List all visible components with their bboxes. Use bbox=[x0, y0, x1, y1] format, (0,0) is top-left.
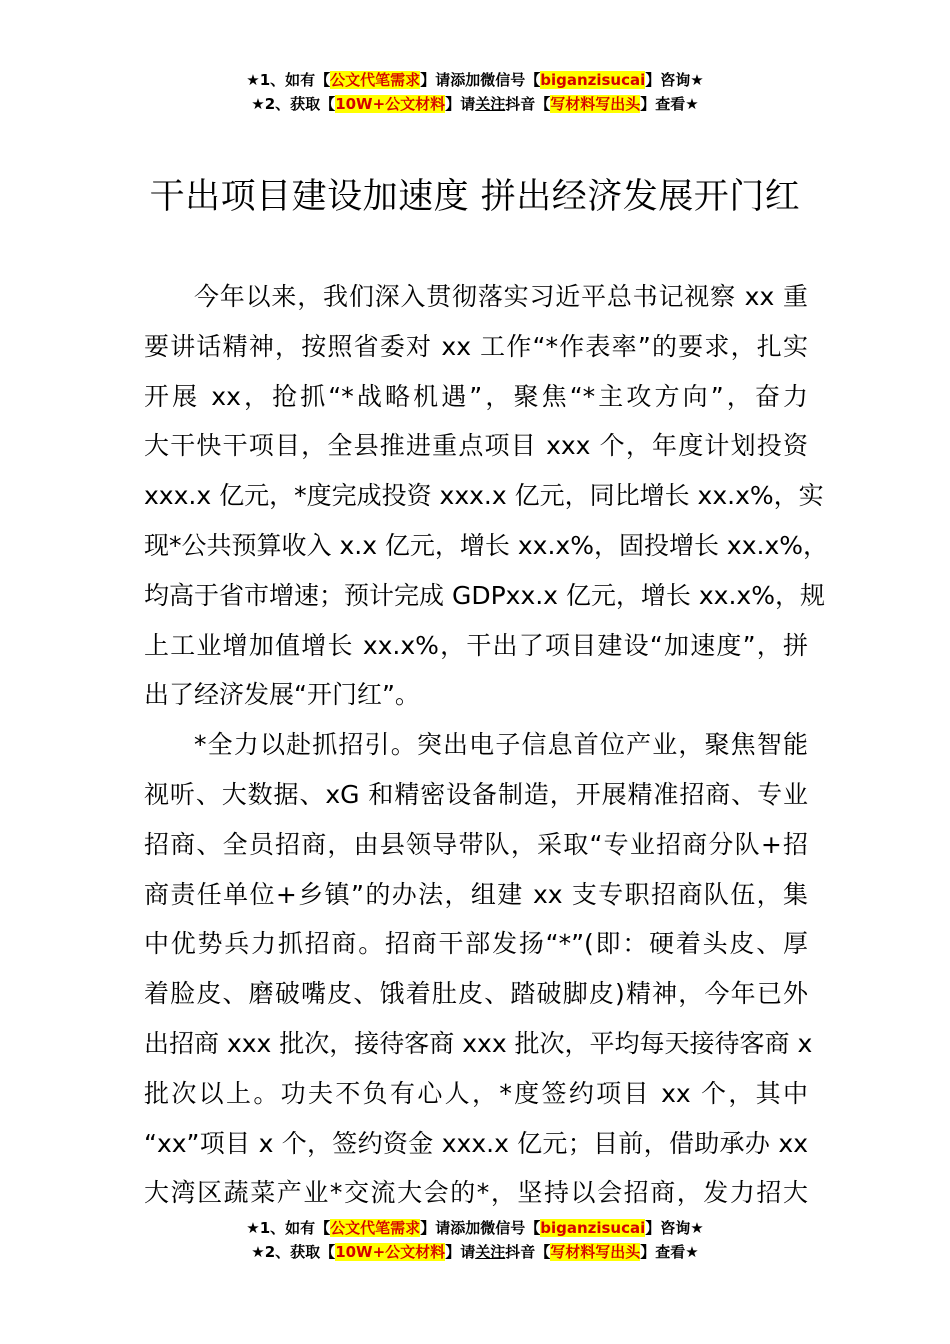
banner-text: ★1、如有【 bbox=[246, 71, 331, 89]
header-banner bbox=[0, 68, 950, 116]
banner-highlight-douyin: 写材料写出头 bbox=[550, 95, 641, 113]
text-line: 现*公共预算收入 x.x 亿元，增长 xx.x%，固投增长 xx.x%， bbox=[144, 530, 828, 560]
banner-text: 】请添加微信号【 bbox=[420, 1219, 541, 1237]
text-line: 出了经济发展“开门红”。 bbox=[144, 680, 420, 710]
banner-text: ★1、如有【 bbox=[246, 1219, 331, 1237]
banner-highlight: 10W+公文材料 bbox=[335, 1243, 446, 1261]
banner-text: 抖音【 bbox=[505, 1243, 551, 1261]
text-line: xxx.x 亿元，*度完成投资 xxx.x 亿元，同比增长 xx.x%，实 bbox=[144, 481, 824, 511]
banner-line-1 bbox=[0, 68, 950, 92]
text-line: 批次以上。功夫不负有心人，*度签约项目 xx 个，其中 bbox=[144, 1078, 808, 1108]
banner-highlight: 10W+公文材料 bbox=[335, 95, 446, 113]
text-line: 大干快干项目，全县推进重点项目 xxx 个，年度计划投资 bbox=[144, 431, 808, 461]
banner-line-1 bbox=[0, 1216, 950, 1240]
banner-text: 】查看★ bbox=[640, 1243, 699, 1261]
text-line: 招商、全员招商，由县领导带队，采取“专业招商分队+招 bbox=[144, 829, 808, 859]
text-line: 视听、大数据、xG 和精密设备制造，开展精准招商、专业 bbox=[144, 779, 808, 809]
banner-text: 抖音【 bbox=[505, 95, 551, 113]
banner-highlight-wechat-id: biganzisucai bbox=[540, 1219, 646, 1237]
banner-text: 】请添加微信号【 bbox=[420, 71, 541, 89]
banner-text: 】请 bbox=[445, 95, 476, 113]
banner-highlight-wechat-id: biganzisucai bbox=[540, 71, 646, 89]
text-line: 开展 xx，抢抓“*战略机遇”，聚焦“*主攻方向”，奋力 bbox=[144, 381, 808, 411]
banner-highlight: 公文代笔需求 bbox=[330, 1219, 421, 1237]
banner-line-2 bbox=[0, 92, 950, 116]
text-line: 要讲话精神，按照省委对 xx 工作“*作表率”的要求，扎实 bbox=[144, 331, 808, 361]
banner-text: ★2、获取【 bbox=[251, 95, 336, 113]
text-line: 均高于省市增速；预计完成 GDPxx.x 亿元，增长 xx.x%，规 bbox=[144, 580, 825, 610]
banner-underlined: 关注 bbox=[475, 95, 506, 113]
banner-text: 】请 bbox=[445, 1243, 476, 1261]
text-line: *全力以赴抓招引。突出电子信息首位产业，聚焦智能 bbox=[194, 730, 808, 760]
banner-text: 】咨询★ bbox=[645, 71, 704, 89]
text-line: 上工业增加值增长 xx.x%，干出了项目建设“加速度”，拼 bbox=[144, 630, 808, 660]
text-line: 今年以来，我们深入贯彻落实习近平总书记视察 xx 重 bbox=[194, 282, 808, 311]
text-line: “xx”项目 x 个，签约资金 xxx.x 亿元；目前，借助承办 xx bbox=[144, 1128, 808, 1158]
document-title: 干出项目建设加速度 拼出经济发展开门红 bbox=[149, 177, 801, 217]
paragraph-2 bbox=[144, 720, 813, 1218]
text-line: 着脸皮、磨破嘴皮、饿着肚皮、踏破脚皮)精神，今年已外 bbox=[144, 979, 808, 1009]
document-body bbox=[144, 272, 828, 1218]
banner-text: 】咨询★ bbox=[645, 1219, 704, 1237]
footer-banner bbox=[0, 1216, 950, 1264]
text-line: 大湾区蔬菜产业*交流大会的*，坚持以会招商，发力招大 bbox=[144, 1178, 808, 1208]
banner-highlight: 公文代笔需求 bbox=[330, 71, 421, 89]
paragraph-1 bbox=[144, 272, 828, 720]
banner-line-2 bbox=[0, 1240, 950, 1264]
banner-underlined: 关注 bbox=[475, 1243, 506, 1261]
banner-text: 】查看★ bbox=[640, 95, 699, 113]
text-line: 出招商 xxx 批次，接待客商 xxx 批次，平均每天接待客商 x bbox=[144, 1028, 813, 1058]
banner-text: ★2、获取【 bbox=[251, 1243, 336, 1261]
text-line: 中优势兵力抓招商。招商干部发扬“*”(即：硬着头皮、厚 bbox=[144, 929, 808, 959]
banner-highlight-douyin: 写材料写出头 bbox=[550, 1243, 641, 1261]
text-line: 商责任单位+乡镇”的办法，组建 xx 支专职招商队伍，集 bbox=[144, 879, 808, 909]
